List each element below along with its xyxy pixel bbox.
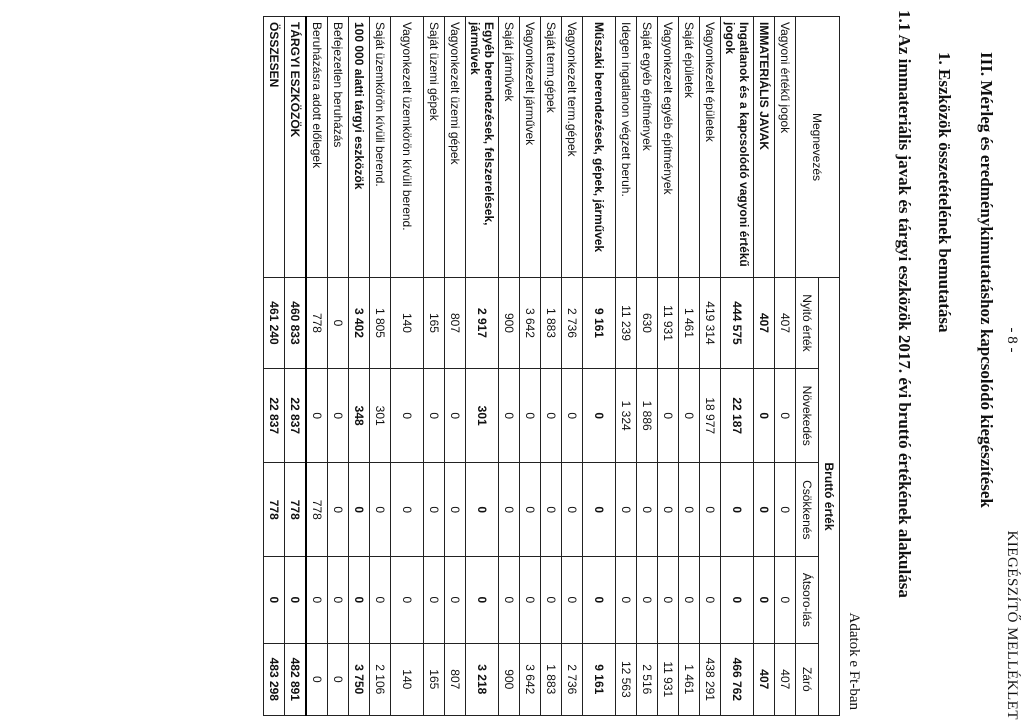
reclass-value: 0 [754,557,775,644]
closing-value: 438 291 [700,643,721,715]
table-row [721,17,754,716]
table-row [754,17,775,716]
table-row [541,17,562,716]
table-row [445,17,466,716]
increase-value: 301 [370,368,391,463]
section-title: III. Mérleg és eredménykimutatáshoz kapcsolódó kiegészítések [977,52,996,508]
decrease-value: 778 [285,463,307,557]
opening-value: 11 239 [616,278,637,369]
decrease-value: 0 [616,463,637,557]
row-label: Vagyonkezelt üzemi gépek [445,17,466,278]
table-row [700,17,721,716]
closing-value: 3 642 [520,643,541,715]
opening-value: 165 [424,278,445,369]
row-label: ÖSSZESEN [264,17,285,278]
opening-value: 2 736 [562,278,583,369]
table-row [264,17,285,716]
row-label: Vagyonkezelt egyéb építmények [658,17,679,278]
closing-value: 2 106 [370,643,391,715]
decrease-value: 0 [541,463,562,557]
closing-value: 2 516 [637,643,658,715]
reclass-value: 0 [466,557,499,644]
reclass-value: 0 [306,557,328,644]
row-label: Vagyonkezelt term.gépek [562,17,583,278]
reclass-value: 0 [775,557,796,644]
table-row [285,17,307,716]
closing-value: 0 [328,643,349,715]
row-label: IMMATERIÁLIS JAVAK [754,17,775,278]
closing-value: 3 218 [466,643,499,715]
table-title: 1.1 Az immateriális javak és tárgyi eszközök 2017. évi bruttó értékének alakulása [895,10,914,598]
reclass-value: 0 [391,557,424,644]
closing-value: 12 563 [616,643,637,715]
closing-value: 807 [445,643,466,715]
closing-value: 483 298 [264,643,285,715]
reclass-value: 0 [658,557,679,644]
increase-value: 0 [445,368,466,463]
opening-value: 3 402 [349,278,370,369]
closing-value: 407 [775,643,796,715]
row-label: Ingatlanok és a kapcsolódó vagyoni értékű jogok [721,17,754,278]
row-label: 100 000 alatti tárgyi eszközök [349,17,370,278]
table-row [637,17,658,716]
increase-value: 1 886 [637,368,658,463]
decrease-value: 0 [679,463,700,557]
reclass-value: 0 [562,557,583,644]
closing-value: 0 [306,643,328,715]
opening-value: 407 [754,278,775,369]
opening-value: 807 [445,278,466,369]
row-label: TÁRGYI ESZKÖZÖK [285,17,307,278]
closing-value: 1 461 [679,643,700,715]
increase-value: 22 187 [721,368,754,463]
table-row [391,17,424,716]
table-row [562,17,583,716]
increase-value: 0 [583,368,616,463]
closing-value: 140 [391,643,424,715]
increase-value: 22 837 [264,368,285,463]
running-header: KIEGÉSZÍTŐ MELLÉKLET [1004,530,1020,720]
decrease-value: 0 [466,463,499,557]
decrease-value: 778 [306,463,328,557]
closing-value: 11 931 [658,643,679,715]
reclass-value: 0 [370,557,391,644]
reclass-value: 0 [583,557,616,644]
opening-value: 0 [328,278,349,369]
table-row [424,17,445,716]
increase-value: 1 324 [616,368,637,463]
opening-value: 1 883 [541,278,562,369]
increase-value: 0 [306,368,328,463]
row-label: Befejezetlen beruházás [328,17,349,278]
row-label: Műszaki berendezések, gépek, járművek [583,17,616,278]
closing-value: 466 762 [721,643,754,715]
opening-value: 1 805 [370,278,391,369]
closing-value: 1 883 [541,643,562,715]
closing-value: 482 891 [285,643,307,715]
reclass-value: 0 [541,557,562,644]
increase-value: 0 [520,368,541,463]
decrease-value: 0 [658,463,679,557]
increase-value: 22 837 [285,368,307,463]
opening-value: 778 [306,278,328,369]
decrease-value: 778 [264,463,285,557]
table-row [520,17,541,716]
table-row [328,17,349,716]
header-increase: Növekedés [796,368,819,463]
decrease-value: 0 [445,463,466,557]
row-label: Saját épületek [679,17,700,278]
opening-value: 140 [391,278,424,369]
decrease-value: 0 [370,463,391,557]
decrease-value: 0 [391,463,424,557]
reclass-value: 0 [679,557,700,644]
increase-value: 0 [499,368,520,463]
reclass-value: 0 [616,557,637,644]
table-row [658,17,679,716]
table-row [370,17,391,716]
increase-value: 0 [424,368,445,463]
row-label: Vagyonkezelt üzemkörön kívüli berend. [391,17,424,278]
row-label: Vagyoni értékű jogok [775,17,796,278]
decrease-value: 0 [499,463,520,557]
opening-value: 630 [637,278,658,369]
reclass-value: 0 [721,557,754,644]
table-row [466,17,499,716]
increase-value: 18 977 [700,368,721,463]
opening-value: 407 [775,278,796,369]
table-row [616,17,637,716]
opening-value: 460 833 [285,278,307,369]
reclass-value: 0 [499,557,520,644]
decrease-value: 0 [721,463,754,557]
table-row [775,17,796,716]
reclass-value: 0 [445,557,466,644]
row-label: Saját üzemkörön kívüli berend. [370,17,391,278]
decrease-value: 0 [637,463,658,557]
header-closing: Záró [796,643,819,715]
increase-value: 0 [679,368,700,463]
increase-value: 0 [562,368,583,463]
decrease-value: 0 [583,463,616,557]
row-label: Egyéb berendezések, felszerelések, járművek [466,17,499,278]
increase-value: 0 [541,368,562,463]
table-row [349,17,370,716]
row-label: Saját üzemi gépek [424,17,445,278]
reclass-value: 0 [424,557,445,644]
table-row [499,17,520,716]
reclass-value: 0 [637,557,658,644]
unit-note: Adatok e Ft-ban [846,612,862,710]
row-label: Idegen ingatlanon végzett beruh. [616,17,637,278]
table-body [264,17,796,716]
increase-value: 0 [658,368,679,463]
decrease-value: 0 [520,463,541,557]
reclass-value: 0 [285,557,307,644]
decrease-value: 0 [700,463,721,557]
opening-value: 2 917 [466,278,499,369]
row-label: Vagyonkezelt járművek [520,17,541,278]
subsection-title: 1. Eszközök összetételének bemutatása [935,52,954,333]
reclass-value: 0 [700,557,721,644]
increase-value: 301 [466,368,499,463]
header-name: Megnevezés [796,17,840,278]
opening-value: 9 161 [583,278,616,369]
table-row [679,17,700,716]
increase-value: 0 [328,368,349,463]
closing-value: 9 161 [583,643,616,715]
decrease-value: 0 [328,463,349,557]
opening-value: 11 931 [658,278,679,369]
table-row [583,17,616,716]
opening-value: 444 575 [721,278,754,369]
increase-value: 348 [349,368,370,463]
increase-value: 0 [775,368,796,463]
opening-value: 461 240 [264,278,285,369]
reclass-value: 0 [349,557,370,644]
asset-value-table [263,16,840,716]
reclass-value: 0 [328,557,349,644]
table-row [306,17,328,716]
header-reclass: Átsoro-lás [796,557,819,644]
reclass-value: 0 [520,557,541,644]
row-label: Saját egyéb építmények [637,17,658,278]
decrease-value: 0 [424,463,445,557]
header-decrease: Csökkenés [796,463,819,557]
decrease-value: 0 [775,463,796,557]
row-label: Saját term.gépek [541,17,562,278]
row-label: Vagyonkezelt épületek [700,17,721,278]
opening-value: 419 314 [700,278,721,369]
opening-value: 900 [499,278,520,369]
decrease-value: 0 [349,463,370,557]
opening-value: 1 461 [679,278,700,369]
decrease-value: 0 [562,463,583,557]
row-label: Saját járművek [499,17,520,278]
closing-value: 165 [424,643,445,715]
header-opening: Nyitó érték [796,278,819,369]
reclass-value: 0 [264,557,285,644]
decrease-value: 0 [754,463,775,557]
closing-value: 900 [499,643,520,715]
row-label: Beruházásra adott előlegek [306,17,328,278]
page-number: - 8 - [1004,327,1020,353]
closing-value: 407 [754,643,775,715]
closing-value: 3 750 [349,643,370,715]
opening-value: 3 642 [520,278,541,369]
header-gross-value: Bruttó érték [819,278,840,716]
increase-value: 0 [391,368,424,463]
closing-value: 2 736 [562,643,583,715]
increase-value: 0 [754,368,775,463]
